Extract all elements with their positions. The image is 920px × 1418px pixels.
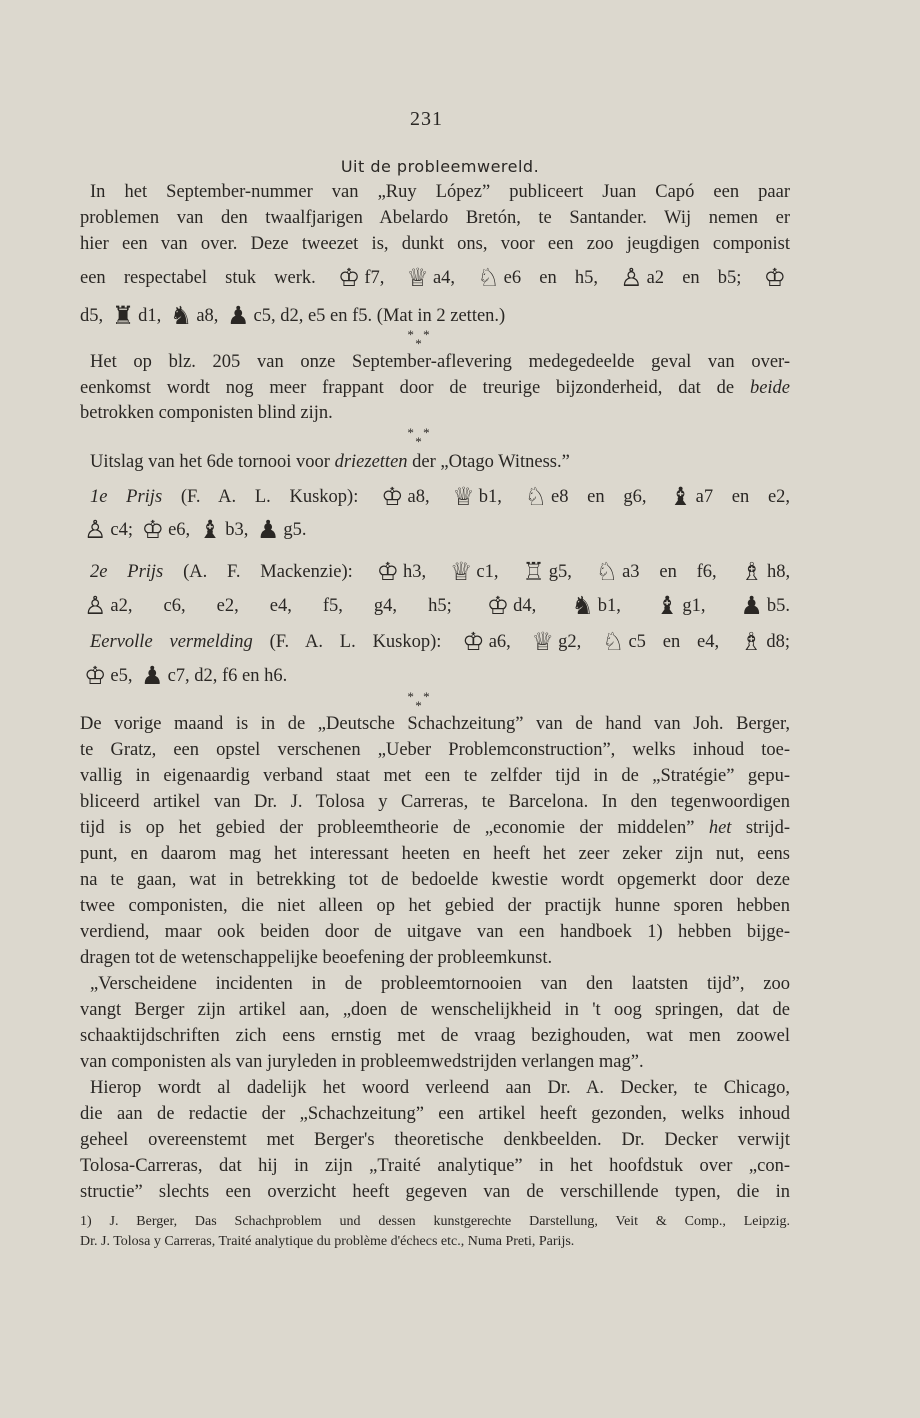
text-line: punt, en daarom mag het interessant heeten en heeft het zeer zeker zijn nut, eens <box>80 844 790 864</box>
text: tijd is op het gebied der probleemtheorie de „economie der middelen” <box>80 818 695 838</box>
text: c1, <box>476 562 499 582</box>
emphasis: driezetten <box>334 452 408 472</box>
text: a7 en e2, <box>695 487 791 507</box>
prize-label: 1e Prijs <box>90 487 163 507</box>
asterism: * * * <box>407 689 433 713</box>
text-line: Het op blz. 205 van onze September-aflevering medegedeelde geval van over- <box>90 352 790 372</box>
text: c5, d2, e5 en f5. (Mat in 2 zetten.) <box>253 306 506 326</box>
text: a3 en f6, <box>622 562 717 582</box>
king-icon: ♔ <box>84 661 107 690</box>
pawn-icon: ♙ <box>620 263 643 292</box>
text-line: die aan de redactie der „Schachzeitung” een artikel heeft gezonden, welks inhoud <box>80 1104 790 1124</box>
text-line: dragen tot de wetenschappelijke beoefening der probleemkunst. <box>80 948 553 968</box>
pawn-icon: ♙ <box>84 591 107 620</box>
text-line: schaaktijdschriften zich eens ernstig met de vraag bezighouden, wat men zoowel <box>80 1026 790 1046</box>
rook-icon: ♖ <box>522 557 545 586</box>
text-line <box>80 301 790 330</box>
text-line: vallig in eigenaardig verband staat met een te zelfder tijd in de „Stratégie” gepu- <box>80 766 790 786</box>
text-line: structie” slechts een overzicht heeft gegeven van de verschillende typen, die in <box>80 1182 790 1202</box>
text-line: vangt Berger zijn artikel aan, „doen de wenschelijkheid in 't oog springen, dat de <box>80 1000 790 1020</box>
prize-line <box>90 627 791 656</box>
asterism: * * * <box>407 327 433 351</box>
knight-icon: ♘ <box>477 263 500 292</box>
text: e6 en h5, <box>503 268 598 288</box>
text: c4; <box>110 520 134 540</box>
bishop-icon: ♝ <box>669 482 692 511</box>
text: d5, <box>80 306 104 326</box>
text: d4, <box>513 596 537 616</box>
text: a2, c6, e2, e4, f5, g4, h5; <box>110 596 452 616</box>
text-line <box>90 450 790 474</box>
prize-label: Eervolle vermelding <box>90 632 253 652</box>
text: Uitslag van het 6de tornooi voor <box>90 452 330 472</box>
text-line <box>80 263 790 292</box>
pawn-icon: ♟ <box>740 591 763 620</box>
text: e8 en g6, <box>551 487 647 507</box>
bishop-icon: ♗ <box>740 557 763 586</box>
knight-icon: ♞ <box>571 591 594 620</box>
emphasis: het <box>708 818 732 838</box>
text: b3, <box>225 520 249 540</box>
footnote-line: 1) J. Berger, Das Schachproblem und dessen kunstgerechte Darstellung, Veit & Comp., Leipzig. <box>80 1214 790 1229</box>
king-icon: ♔ <box>462 627 485 656</box>
pawn-icon: ♟ <box>227 301 250 330</box>
text-line: hier een van over. Deze tweezet is, dunkt ons, voor een zoo jeugdigen componist <box>80 234 790 254</box>
text: strijd- <box>745 818 791 838</box>
text-line <box>80 816 790 840</box>
king-icon: ♔ <box>763 263 787 292</box>
rook-icon: ♜ <box>111 301 135 330</box>
text: a4, <box>432 268 456 288</box>
text-line: Tolosa-Carreras, dat hij in zijn „Traité analytique” in het hoofdstuk over „con- <box>80 1156 790 1176</box>
text: (F. A. L. Kuskop): <box>180 487 359 507</box>
prize-line <box>80 591 791 620</box>
text-line: te Gratz, een opstel verschenen „Ueber Problemconstruction”, welks inhoud toe- <box>80 740 790 760</box>
bishop-icon: ♗ <box>739 627 763 656</box>
king-icon: ♔ <box>141 515 165 544</box>
text: c5 en e4, <box>628 632 720 652</box>
text: a6, <box>488 632 511 652</box>
text: g1, <box>682 596 706 616</box>
text-line: twee componisten, die niet alleen op het gebied der practijk hunne sporen hebben <box>80 896 790 916</box>
queen-icon: ♕ <box>531 627 555 656</box>
text: d8; <box>766 632 791 652</box>
knight-icon: ♘ <box>524 482 547 511</box>
bishop-icon: ♝ <box>655 591 679 620</box>
text: e6, <box>168 520 191 540</box>
text: e5, <box>110 666 133 686</box>
text: h8, <box>766 562 791 582</box>
text-line: In het September-nummer van „Ruy López” publiceert Juan Capó een paar <box>90 182 790 202</box>
text: eenkomst wordt nog meer frappant door de treurige bijzonderheid, dat de <box>80 378 735 398</box>
prize-label: 2e Prijs <box>90 562 164 582</box>
text: a8, <box>407 487 430 507</box>
queen-icon: ♕ <box>406 263 429 292</box>
king-icon: ♔ <box>486 591 510 620</box>
text: d1, <box>138 306 162 326</box>
section-title: Uit de probleemwereld. <box>340 157 540 176</box>
text-line: De vorige maand is in de „Deutsche Schachzeitung” van de hand van Joh. Berger, <box>80 714 790 734</box>
text: h3, <box>403 562 427 582</box>
text: der „Otago Witness.” <box>412 452 570 472</box>
text-line: betrokken componisten blind zijn. <box>80 403 333 423</box>
prize-line <box>80 515 790 544</box>
page-number: 231 <box>410 108 443 130</box>
text: c7, d2, f6 en h6. <box>167 666 288 686</box>
text: (A. F. Mackenzie): <box>183 562 353 582</box>
text: b1, <box>597 596 621 616</box>
text-line: problemen van den twaalfjarigen Abelardo Bretón, te Santander. Wij nemen er <box>80 208 790 228</box>
prize-line <box>90 557 791 586</box>
text-line: geheel overeenstemt met Berger's theoretische denkbeelden. Dr. Decker verwijt <box>80 1130 790 1150</box>
text: b5. <box>766 596 791 616</box>
pawn-icon: ♙ <box>84 515 107 544</box>
text: een respectabel stuk werk. <box>80 268 316 288</box>
text: a2 en b5; <box>646 268 742 288</box>
text-line: verdiend, maar ook beiden door de uitgave van een handboek 1) hebben bijge- <box>80 922 790 942</box>
king-icon: ♔ <box>381 482 404 511</box>
text-line: bliceerd artikel van Dr. J. Tolosa y Carreras, te Barcelona. In den tegenwoordigen <box>80 792 790 812</box>
text-line: Hierop wordt al dadelijk het woord verleend aan Dr. A. Decker, te Chicago, <box>90 1078 790 1098</box>
prize-line <box>80 661 790 690</box>
text-line: van componisten als van juryleden in probleemwedstrijden verlangen mag”. <box>80 1052 644 1072</box>
text: (F. A. L. Kuskop): <box>269 632 442 652</box>
text: g2, <box>558 632 582 652</box>
text: a8, <box>196 306 219 326</box>
text: g5, <box>548 562 572 582</box>
emphasis: beide <box>749 378 791 398</box>
text: g5. <box>283 520 307 540</box>
king-icon: ♔ <box>337 263 361 292</box>
queen-icon: ♕ <box>452 482 475 511</box>
asterism: * * * <box>407 425 433 449</box>
knight-icon: ♘ <box>602 627 625 656</box>
knight-icon: ♞ <box>169 301 193 330</box>
prize-line <box>90 482 791 511</box>
pawn-icon: ♟ <box>141 661 164 690</box>
text-line: „Verscheidene incidenten in de probleemtornooien van den laatsten tijd”, zoo <box>90 974 790 994</box>
pawn-icon: ♟ <box>256 515 280 544</box>
text: f7, <box>364 268 385 288</box>
text-line <box>80 376 790 400</box>
text-line: na te gaan, wat in betrekking tot de bedoelde kwestie wordt opgemerkt door deze <box>80 870 790 890</box>
bishop-icon: ♝ <box>198 515 222 544</box>
king-icon: ♔ <box>376 557 399 586</box>
footnote-line: Dr. J. Tolosa y Carreras, Traité analytique du problème d'échecs etc., Numa Preti, Parijs. <box>80 1234 575 1249</box>
text: b1, <box>478 487 502 507</box>
queen-icon: ♕ <box>449 557 473 586</box>
knight-icon: ♘ <box>595 557 619 586</box>
